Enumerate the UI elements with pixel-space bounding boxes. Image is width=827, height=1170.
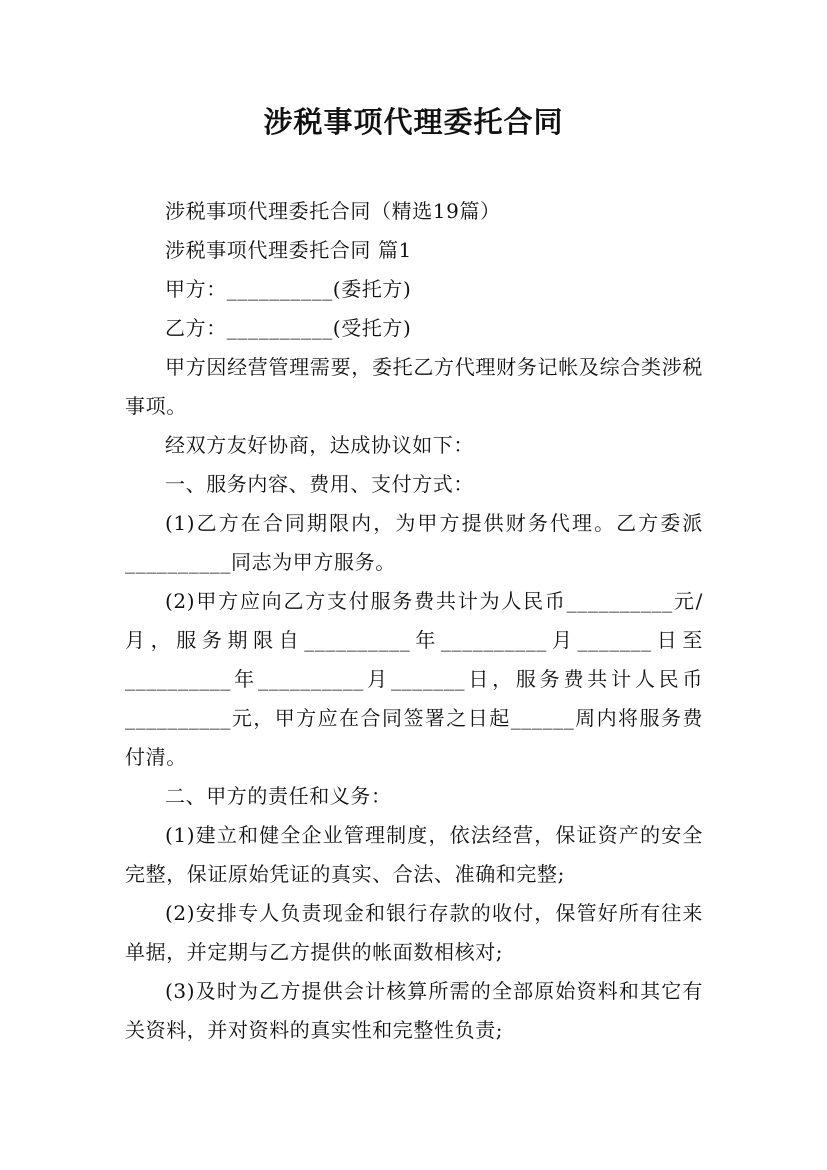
- clause-item: (3)及时为乙方提供会计核算所需的全部原始资料和其它有关资料，并对资料的真实性和完整性负责;: [125, 979, 703, 1042]
- clause-heading-2: 二、甲方的责任和义务：: [165, 784, 392, 808]
- agreement-paragraph: 经双方友好协商，达成协议如下：: [165, 433, 474, 457]
- clause-item: (1)乙方在合同期限内，为甲方提供财务代理。乙方委派__________同志为甲方服务。: [125, 511, 703, 574]
- clause-item: (1)建立和健全企业管理制度，依法经营，保证资产的安全完整，保证原始凭证的真实、合法、准确和完整;: [125, 823, 703, 886]
- clause-item: (2)甲方应向乙方支付服务费共计为人民币__________元/月，服务期限自__________年__________月_______日至__________年__________月_______日，服务费共计人民币__________元，甲方应在合同签署之日起______周内将服务费付清。: [125, 589, 703, 769]
- document-title: 涉税事项代理委托合同: [263, 105, 564, 139]
- document-body: [125, 192, 703, 1050]
- purpose-paragraph: 甲方因经营管理需要，委托乙方代理财务记帐及综合类涉税事项。: [125, 355, 703, 418]
- party-a-line: 甲方：__________(委托方): [165, 277, 412, 301]
- subtitle-paragraph: 涉税事项代理委托合同（精选19篇）: [165, 199, 501, 223]
- party-b-line: 乙方：__________(受托方): [165, 316, 412, 340]
- clause-heading-1: 一、服务内容、费用、支付方式：: [165, 472, 474, 496]
- section-heading: 涉税事项代理委托合同 篇1: [165, 238, 412, 262]
- clause-item: (2)安排专人负责现金和银行存款的收付，保管好所有往来单据，并定期与乙方提供的帐面数相核对;: [125, 901, 703, 964]
